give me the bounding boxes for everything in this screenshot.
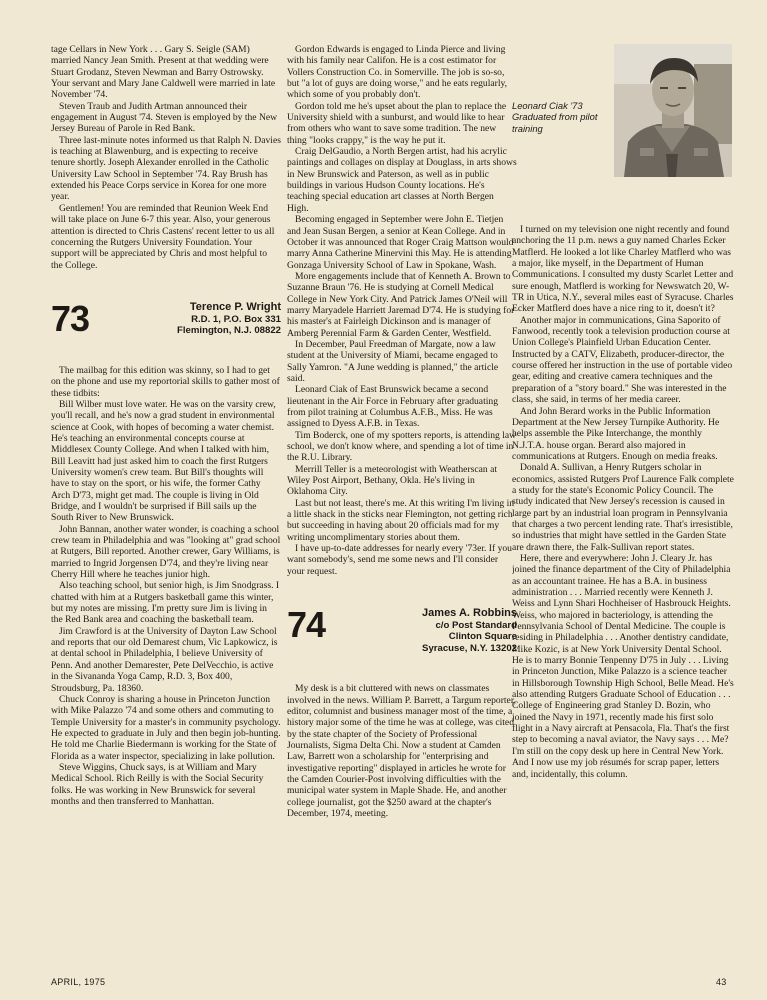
paragraph: More engagements include that of Kenneth A. Brown to Suzanne Braun '76. He is studying at Cornell Medical College in New York City. And Patrick James O'Neil will marry Maryadele Harriett Jaremad D'74. He is studying for his master's at Fairleigh Dickinson and is manager of Amberg Perennial Farm & Garden Center, Westfield.: [287, 270, 515, 339]
class-74-notes: [287, 683, 517, 819]
paragraph: Craig DelGaudio, a North Bergen artist, had his acrylic paintings and collages on display at Douglass, in arts shows in New Brunswick and Paterson, as well as in public buildings in various Hudson County locations. He's teaching special education art classes at North Bergen High.: [287, 146, 517, 214]
paragraph: Last but not least, there's me. At this writing I'm living in a little shack in the sticks near Flemington, not getting rich but succeeding in having about 20 officials mad for my writing uncomplimentary stories about them.: [287, 497, 515, 543]
paragraph: Becoming engaged in September were John E. Tietjen and Jean Susan Bergen, a senior at Kean College. And in October it was announced that Roger Craig Mattson would marry Anna Catherine Minervini this May. He is attending Gonzaga University School of Law in Spokane, Wash.: [287, 214, 514, 271]
correspondent-address-line: Syracuse, N.Y. 13202: [422, 642, 517, 654]
paragraph: Another major in communications, Gina Saporito of Fanwood, recently took a television production course at Union College's Plainfield Urban Education Center. Instructed by a CATV, Elizabeth, producer-director, the course offered her instruction in the use of portable video gear, editing and creative camera techniques and the preparation of a "story board." She was interested in the class, she said, in terms of her media career.: [512, 314, 733, 406]
class-year-number: 73: [51, 297, 90, 339]
paragraph: Also teaching school, but senior high, is Jim Snodgrass. I chatted with him at a Rutgers basketball game this winter, but my notes are missing. I'm pretty sure Jim is living in the Red Bank area and coaching the basketball team.: [51, 580, 280, 626]
paragraph: I have up-to-date addresses for nearly every '73er. If you want somebody's, send me some news and I'll consider your request.: [287, 543, 512, 577]
paragraph: Gordon told me he's upset about the plan to replace the University shield with a sunburst, and would like to hear from others who want to save some tradition. The new thing "looks crappy," is the way he put it.: [287, 100, 507, 146]
correspondent-address-line: Flemington, N.J. 08822: [177, 325, 281, 337]
class-73-notes: [51, 365, 281, 807]
class-74-notes-continued: [512, 224, 734, 780]
class-correspondent: [422, 607, 517, 654]
paragraph: John Bannan, another water wonder, is coaching a school crew team in Philadelphia and was "looking at" grad school at Rutgers, Bill reported. Another crewer, Gary Williams, is married to Ingrid Jorgensen D'74, and they're living near Cherry Hill where he teaches junior high.: [51, 523, 281, 581]
paragraph: tage Cellars in New York . . . Gary S. Seigle (SAM) married Nancy Jean Smith. Present at that wedding were Stuart Grodanz, Steven Newman and Barry Ostrowsky. Your servant and Mary Jane Caldwell were married in late November '74.: [51, 44, 276, 101]
class-correspondent: [177, 301, 281, 336]
correspondent-name: Terence P. Wright: [189, 300, 281, 313]
paragraph: In December, Paul Freedman of Margate, now a law student at the University of Miami, became engaged to Sally Yamron. "A June wedding is planned," the article said.: [287, 338, 499, 384]
column-2: [287, 44, 517, 969]
paragraph: My desk is a bit cluttered with news on classmates involved in the news. William P. Barrett, a Targum reporter, editor, columnist and business manager most of the time, a history major some of the time he was at college, was cited by the state chapter of the Society of Professional Journalists, Sigma Delta Chi. Now a student at Camden Law, Barrett won a scholarship for "enterprising and investigative reporting" displayed in articles he wrote for the Camden Courier-Post involving difficulties with the municipal water system in Maple Shade. He, and another college journalist, got the $250 award at the chapter's December, 1974, meeting.: [287, 683, 517, 819]
paragraph: Here, there and everywhere: John J. Cleary Jr. has joined the finance department of the City of Philadelphia as an accountant trainee. He has a B.A. in business administration . . . Married recently were Kenneth J. Weiss and Lynn Shari Hochheiser of Hasbrouck Heights. Weiss, who majored in bacteriology, is attending the Pennsylvania School of Dental Medicine. The couple is residing in Philadelphia . . . Another dentistry candidate, Mike Kozic, is at New York University Dental School. He is to marry Bonnie Tenpenny D'75 in July . . . Living in Princeton Junction, Mike Palazzo is a science teacher in Hillsborough Township High School, Belle Mead. He's also attending Rutgers Graduate School of Education . . . College of Engineering grad Stanley D. Bozin, who joined the Navy in 1971, recently made his first solo flight in a Navy aircraft at Pensacola, Fla. That's the first step to becoming a naval aviator, the Navy says . . . Me? I'm still on the copy desk up here in Central New York. And I now use my job résumés for scrap paper, letters and, incidentally, this column.: [512, 552, 734, 780]
paragraph: Steven Traub and Judith Artman announced their engagement in August '74. Steven is employed by the New Jersey Bureau of Parole in Red Bank.: [51, 100, 278, 135]
paragraph: I turned on my television one night recently and found anchoring the 11 p.m. news a guy named Charles Ecker Matflerd. He looked a lot like Charley Matflerd who was a major, like myself, in the Department of Human Communications. I consulted my dusty Scarlet Letter and sure enough, Matflerd is working for Newswatch 20, W-TR in Utica, N.Y., several miles east of Syracuse. Charles Ecker Matflerd does have a nice ring to it, doesn't it?: [512, 224, 734, 315]
paragraph: Bill Wilber must love water. He was on the varsity crew, you'll recall, and he's now a grad student in environmental science at Cook, with hopes of becoming a water chemist. He's teaching an environmental concepts course at Middlesex County College. And when I talked with him, Bill Leavitt had just asked him to coach the first Rutgers University women's crew team. But Bill's thoughts will have to stay on the sport, or his wife, the former Cathy Arch D'73, might get mad. The couple is living in Old Bridge, and I wouldn't be surprised if Bill sails up the South River to New Brunswick.: [51, 398, 276, 524]
correspondent-address-line: Clinton Square: [448, 631, 517, 643]
class-72-notes-continued: [51, 44, 281, 271]
paragraph: Donald A. Sullivan, a Henry Rutgers scholar in economics, assisted Rutgers Prof Laurence Falk complete a study for the state's Economic Policy Council. The study indicated that New Jersey's recession is caused in large part by an industrial loan program in Pennsylvania that charges a two percent lending rate. That's irresistible, so industries that might have settled in the Garden State are drawn there, the Falk-Sullivan report states.: [512, 462, 734, 553]
paragraph: Gentlemen! You are reminded that Reunion Week End will take place on June 6-7 this year. Also, your generous attention is directed to Chris Castens' recent letter to us all concerning the Rutgers University Foundation. Your support will be appreciated by Chris and most helpful to the College.: [51, 202, 275, 271]
paragraph: Gordon Edwards is engaged to Linda Pierce and living with his family near Califon. He is a cost estimator for Vollers Construction Co. in Somerville. The job is so-so, but "a lot of guys are doing worse," and he eats regularly, which some of you probably don't.: [287, 44, 508, 101]
column-3: [512, 224, 734, 984]
paragraph: Chuck Conroy is sharing a house in Princeton Junction with Mike Palazzo '74 and some others and commuting to Temple University for a master's in community psychology. He expected to graduate in July and then begin job-hunting. He told me Charlie Biedermann is working for the State of Florida as a water inspector, specializing in lake pollution.: [51, 693, 281, 762]
page-number: 43: [716, 977, 727, 987]
paragraph: Tim Boderck, one of my spotters reports, is attending law school, we don't know where, and spending a lot of time in the R.U. Library.: [287, 429, 517, 464]
class-73-notes-continued: [287, 44, 517, 577]
correspondent-address-line: R.D. 1, P.O. Box 331: [191, 313, 281, 325]
class-73-header: [51, 295, 281, 357]
paragraph: Merrill Teller is a meteorologist with Weatherscan at Wiley Post Airport, Bethany, Okla. He's living in Oklahoma City.: [287, 463, 498, 498]
class-year-number: 74: [287, 604, 326, 646]
paragraph: Steve Wiggins, Chuck says, is at William and Mary Medical School. Rich Reilly is with the Social Security folks. He was working in New Brunswick for several months and then transferred to Manhattan.: [51, 761, 264, 807]
paragraph: The mailbag for this edition was skinny, so I had to get on the phone and use my reportorial skills to gather most of these tidbits:: [51, 364, 280, 399]
paragraph: And John Berard works in the Public Information Department at the New Jersey Turnpike Authority. He helps assemble the Pike Interchange, the monthly N.J.T.A. house organ. Berard also majored in communications at Rutgers. Enough on media freaks.: [512, 405, 720, 462]
column-1: [51, 44, 281, 984]
class-74-header: [287, 601, 517, 675]
portrait-photo: [614, 44, 732, 177]
issue-date: APRIL, 1975: [51, 977, 106, 987]
correspondent-address-line: c/o Post Standard: [435, 620, 517, 632]
photo-caption: Leonard Ciak '73 Graduated from pilot training: [512, 100, 598, 134]
paragraph: Three last-minute notes informed us that Ralph N. Davies is teaching at Blawenburg, and is expecting to receive tenure shortly. Joseph Alexander enrolled in the Catholic University Law School in September '74. Ray Brush has extended his Peace Corps service in Korea for one more year.: [51, 134, 281, 203]
photo-block: [512, 44, 734, 194]
paragraph: Leonard Ciak of East Brunswick became a second lieutenant in the Air Force in February after graduating from pilot training at Columbus A.F.B., Miss. He was assigned to Dyess A.F.B. in Texas.: [287, 384, 498, 430]
correspondent-name: James A. Robbins: [422, 607, 517, 620]
paragraph: Jim Crawford is at the University of Dayton Law School and reports that our old Demarest chum, Vic Lapkowicz, is at dental school in Philadelphia, I believe University of Penn. And another Demarester, Pete DelVecchio, is active in the Sivananda Yoga Camp, R.D. 3, Box 400, Stroudsburg, Pa. 18360.: [51, 625, 278, 694]
